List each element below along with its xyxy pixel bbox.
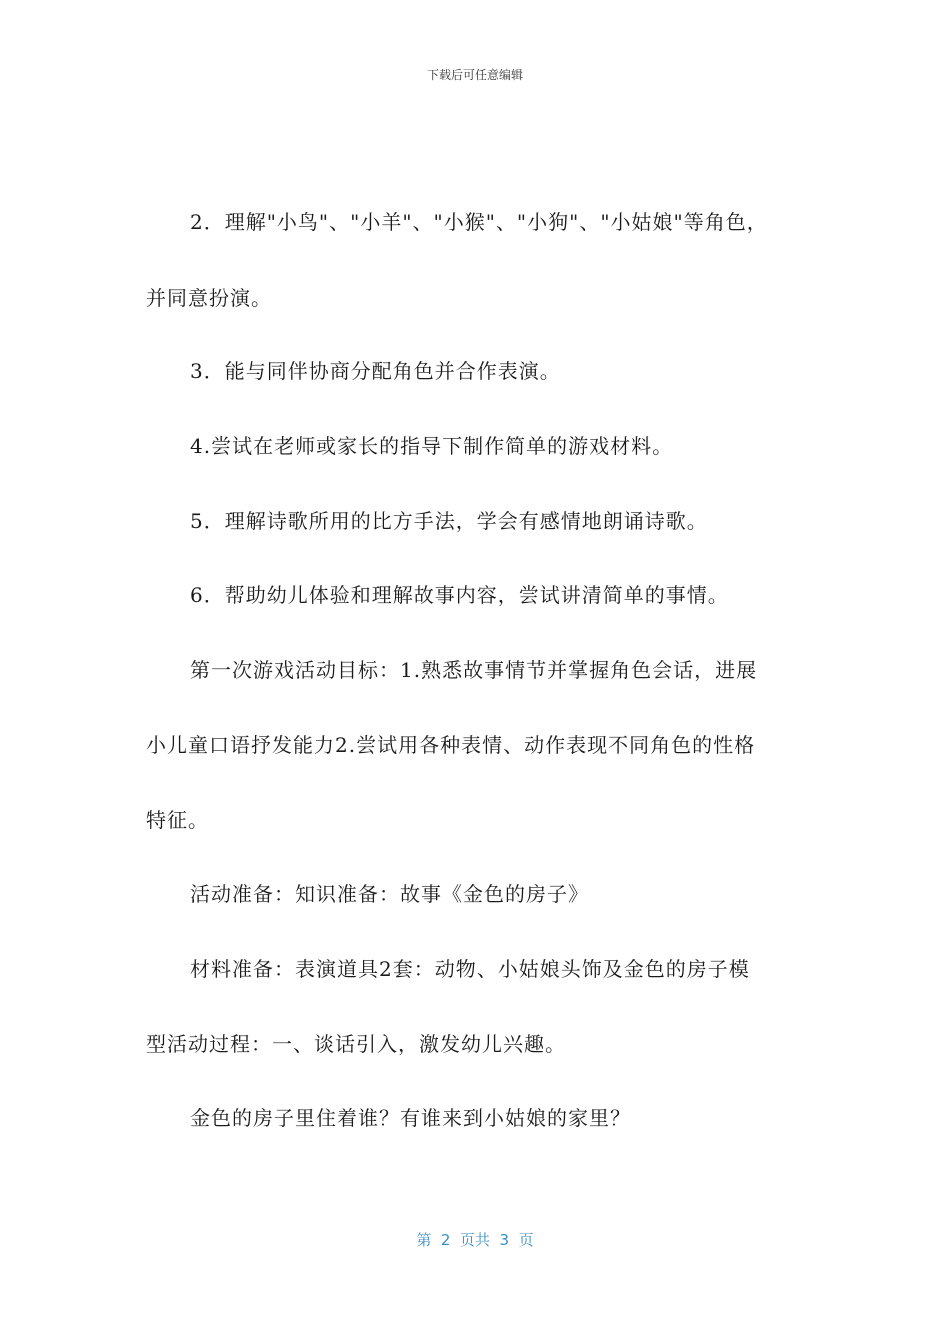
- page-header: 下载后可任意编辑: [426, 68, 523, 82]
- paragraph-line: 特征。: [146, 808, 209, 832]
- paragraph-line: 第一次游戏活动目标：1.熟悉故事情节并掌握角色会话，进展: [190, 658, 758, 682]
- paragraph-line: 材料准备：表演道具2套：动物、小姑娘头饰及金色的房子模: [190, 957, 750, 981]
- page-footer: [0, 1229, 950, 1250]
- paragraph-line: 小儿童口语抒发能力2.尝试用各种表情、动作表现不同角色的性格: [146, 733, 756, 757]
- page-number: 第 2 页共 3 页: [416, 1231, 534, 1249]
- paragraph-line: 2．理解"小鸟"、"小羊"、"小猴"、"小狗"、"小姑娘"等角色，: [190, 210, 768, 234]
- paragraph-line: 3．能与同伴协商分配角色并合作表演。: [190, 359, 561, 383]
- paragraph-line: 活动准备：知识准备：故事《金色的房子》: [190, 882, 589, 906]
- paragraph-line: 金色的房子里住着谁？有谁来到小姑娘的家里？: [190, 1106, 631, 1130]
- paragraph-line: 4.尝试在老师或家长的指导下制作简单的游戏材料。: [190, 434, 674, 458]
- paragraph-line: 型活动过程：一、谈话引入，激发幼儿兴趣。: [146, 1032, 566, 1056]
- paragraph-line: 5．理解诗歌所用的比方手法，学会有感情地朗诵诗歌。: [190, 509, 708, 533]
- paragraph-line: 并同意扮演。: [146, 286, 272, 310]
- paragraph-line: 6．帮助幼儿体验和理解故事内容，尝试讲清简单的事情。: [190, 583, 729, 607]
